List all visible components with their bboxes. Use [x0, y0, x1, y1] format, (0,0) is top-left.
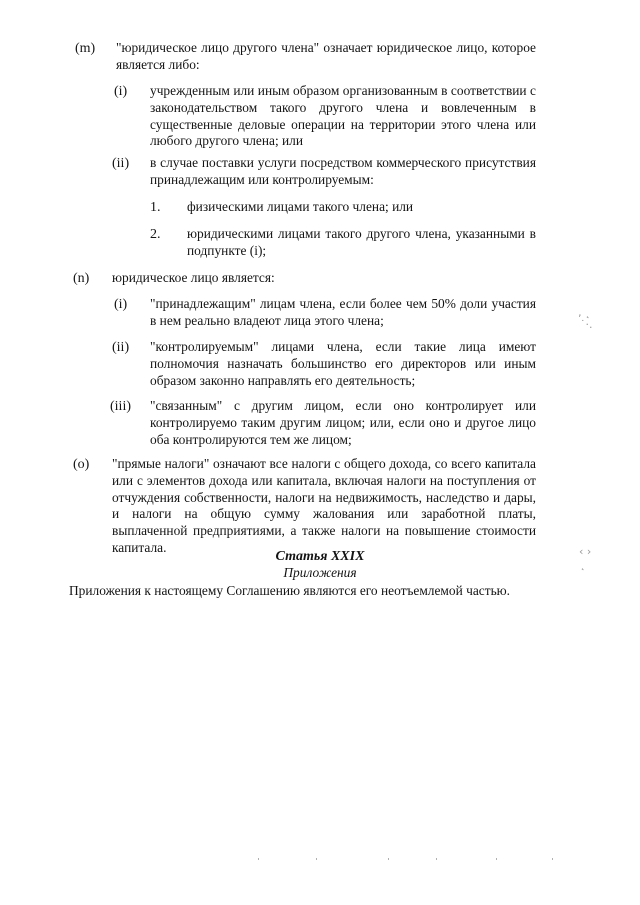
item-m-point-1-label: 1.: [150, 200, 161, 215]
item-m-sub-i-text: учрежденным или иным образом организованным в соответствии с законодательством такого другого члена и вовлеченным в существенные деловые операции на территории этого члена или любого другого члена; или: [150, 83, 536, 149]
item-m-text: "юридическое лицо другого члена" означает юридическое лицо, которое является либо:: [116, 40, 536, 72]
scan-speck: [496, 858, 497, 860]
item-o-label: (o): [73, 457, 90, 472]
item-n-sub-iii-text: "связанным" с другим лицом, если оно контролирует или контролируемо таким другим лицом; или, если оно и другое лицо оба контролируются тем же лицом;: [150, 398, 536, 447]
article-heading: Статья XXIX: [275, 549, 365, 564]
scan-speck: ‚ ˛: [578, 306, 591, 319]
scan-speck: [552, 858, 553, 860]
scan-speck: ˛: [580, 558, 586, 571]
item-n-label: (n): [73, 271, 90, 286]
scan-speck: ˙·.: [580, 318, 593, 331]
item-n-sub-ii-text: "контролируемым" лицами члена, если такие лица имеют полномочия назначать большинство его директоров или иным образом законно направлять его деятельность;: [150, 339, 536, 388]
item-m-label: (m): [75, 41, 96, 56]
item-n-sub-i-label: (i): [114, 297, 128, 312]
item-n-sub-i-text: "принадлежащим" лицам члена, если более чем 50% доли участия в нем реально владеют лица этого члена;: [150, 296, 536, 328]
item-m-point-1-text: физическими лицами такого члена; или: [187, 199, 414, 214]
scan-speck: ‹ ›: [579, 545, 592, 558]
scan-speck: [258, 858, 259, 860]
item-o-text: "прямые налоги" означают все налоги с общего дохода, со всего капитала или с элементов дохода или капитала, включая налоги на поступления от отчуждения собственности, налоги на недвижимость, наследство и дары, и налоги на общую сумму жалования или заработной платы, выплаченной предприятиями, а также налоги на повышение стоимости капитала.: [112, 456, 536, 555]
scan-speck: [316, 858, 317, 860]
article-text: Приложения к настоящему Соглашению являются его неотъемлемой частью.: [69, 583, 511, 598]
scan-speck: [436, 858, 437, 860]
item-m-sub-ii-label: (ii): [112, 156, 130, 171]
item-n-text: юридическое лицо является:: [112, 270, 275, 285]
scan-speck: [388, 858, 389, 860]
item-m-point-2-text: юридическими лицами такого другого члена, указанными в подпункте (i);: [187, 226, 536, 258]
item-n-sub-ii-label: (ii): [112, 340, 130, 355]
item-n-sub-iii-label: (iii): [110, 399, 131, 414]
item-m-point-2-label: 2.: [150, 227, 161, 242]
item-m-sub-ii-text: в случае поставки услуги посредством коммерческого присутствия принадлежащим или контролируемым:: [150, 155, 536, 187]
item-m-sub-i-label: (i): [114, 84, 128, 99]
article-subheading: Приложения: [283, 565, 357, 580]
